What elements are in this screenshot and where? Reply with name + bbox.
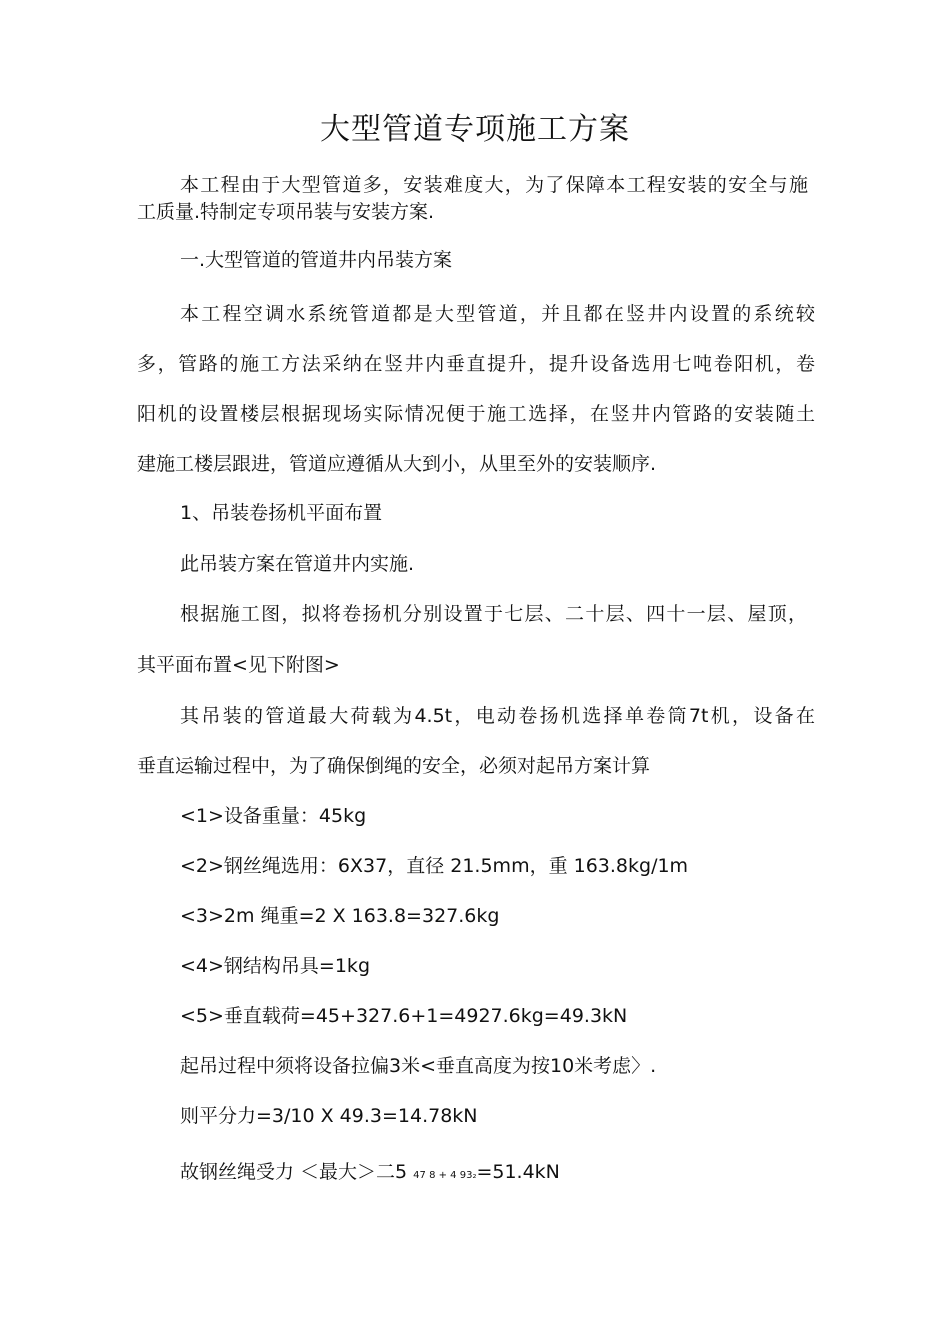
note-2: 则平分力=3/10 X 49.3=14.78kN bbox=[180, 1105, 478, 1127]
para-1-line-2: 多，管路的施工方法采纳在竖井内垂直提升，提升设备选用七吨卷阳机，卷 bbox=[137, 353, 815, 375]
note-3 bbox=[180, 1160, 560, 1188]
para-3-line-2: 其平面布置<见下附图> bbox=[137, 654, 340, 676]
para-2: 此吊装方案在管道井内实施. bbox=[180, 553, 415, 575]
para-4-line-2: 垂直运输过程中，为了确保倒绳的安全，必须对起吊方案计算 bbox=[137, 755, 651, 777]
note-3-formula: 47 8 + 4 93₂ bbox=[413, 1170, 477, 1181]
para-1-line-1: 本工程空调水系统管道都是大型管道，并且都在竖井内设置的系统较 bbox=[180, 303, 815, 325]
intro-line-2: 工质量.特制定专项吊装与安装方案. bbox=[137, 201, 435, 223]
calc-item-4: <4>钢结构吊具=1kg bbox=[180, 955, 371, 977]
calc-item-1: <1>设备重量：45kg bbox=[180, 805, 367, 827]
note-1: 起吊过程中须将设备拉偏3米<垂直高度为按10米考虑〉. bbox=[180, 1055, 657, 1077]
document-title: 大型管道专项施工方案 bbox=[320, 112, 630, 147]
calc-item-3: <3>2m 绳重=2 X 163.8=327.6kg bbox=[180, 905, 500, 927]
para-4-line-1: 其吊装的管道最大荷载为4.5t，电动卷扬机选择单卷筒7t机，设备在 bbox=[180, 705, 815, 727]
calc-item-2: <2>钢丝绳选用：6X37，直径 21.5mm，重 163.8kg/1m bbox=[180, 855, 689, 877]
note-3-suffix: =51.4kN bbox=[476, 1161, 560, 1183]
para-3-line-1: 根据施工图，拟将卷扬机分别设置于七层、二十层、四十一层、屋顶， bbox=[180, 603, 807, 625]
section-1-heading: 一.大型管道的管道井内吊装方案 bbox=[180, 249, 453, 271]
para-1-line-4: 建施工楼层跟进，管道应遵循从大到小，从里至外的安装顺序. bbox=[137, 453, 657, 475]
intro-line-1: 本工程由于大型管道多，安装难度大，为了保障本工程安装的安全与施 bbox=[180, 174, 808, 196]
sub-1-heading: 1、吊装卷扬机平面布置 bbox=[180, 502, 383, 524]
para-1-line-3: 阳机的设置楼层根据现场实际情况便于施工选择，在竖井内管路的安装随土 bbox=[137, 403, 815, 425]
note-3-prefix: 故钢丝绳受力 ＜最大＞二5 bbox=[180, 1161, 414, 1183]
calc-item-5: <5>垂直载荷=45+327.6+1=4927.6kg=49.3kN bbox=[180, 1005, 628, 1027]
